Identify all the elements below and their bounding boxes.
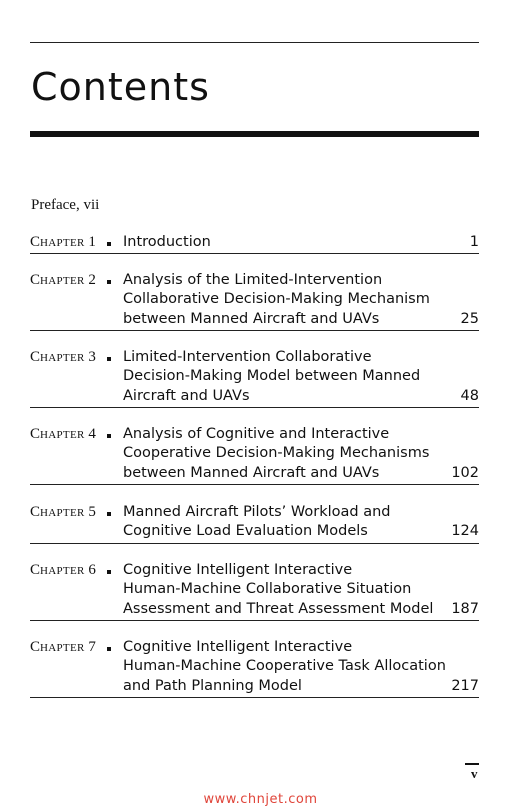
page-title: Contents	[31, 65, 210, 109]
chapter-title-line: Cognitive Load Evaluation Models	[123, 523, 368, 540]
chapter-title-line: Analysis of Cognitive and Interactive	[123, 426, 390, 442]
bullet-icon	[106, 348, 123, 407]
chapter-page-number: 102	[451, 464, 479, 481]
chapter-title	[123, 561, 448, 620]
chapter-title-line: Cooperative Decision-Making Mechanisms	[123, 445, 430, 462]
toc-entry-chapter-4[interactable]	[30, 425, 479, 485]
chapter-title-line: between Manned Aircraft and UAVs	[123, 310, 380, 327]
chapter-page-number: 187	[451, 600, 479, 617]
preface-entry[interactable]: Preface, vii	[31, 197, 100, 213]
chapter-label: CHAPTER 2	[30, 272, 96, 288]
folio-rule	[465, 763, 479, 765]
chapter-label: CHAPTER 7	[30, 639, 96, 655]
chapter-title-line: and Path Planning Model	[123, 677, 302, 694]
chapter-page-number: 25	[460, 310, 479, 327]
chapter-label: CHAPTER 1	[30, 234, 96, 250]
bullet-icon	[106, 561, 123, 620]
bullet-icon	[106, 503, 123, 543]
watermark: www.chnjet.com	[203, 792, 318, 807]
chapter-label: CHAPTER 5	[30, 504, 96, 520]
bullet-icon	[106, 271, 123, 330]
chapter-title-line: Human-Machine Cooperative Task Allocation	[123, 658, 446, 675]
top-rule	[30, 42, 479, 43]
toc-entry-chapter-2[interactable]	[30, 271, 479, 331]
chapter-title-line: Cognitive Intelligent Interactive	[123, 562, 353, 578]
chapter-title-line: Collaborative Decision-Making Mechanism	[123, 291, 430, 308]
chapter-label: CHAPTER 4	[30, 426, 96, 442]
heading-rule	[30, 131, 479, 137]
toc-entry-chapter-3[interactable]	[30, 348, 479, 408]
chapter-title-line: Cognitive Intelligent Interactive	[123, 639, 353, 655]
chapter-page-number: 1	[469, 234, 479, 250]
chapter-title	[123, 348, 448, 407]
bullet-icon	[106, 638, 123, 697]
chapter-title	[123, 638, 448, 697]
chapter-title	[123, 271, 448, 330]
chapter-title-line: between Manned Aircraft and UAVs	[123, 464, 380, 481]
chapter-title-line: Limited-Intervention Collaborative	[123, 349, 372, 365]
chapter-title	[123, 503, 448, 543]
toc-entry-chapter-1[interactable]	[30, 233, 479, 254]
chapter-title-line: Aircraft and UAVs	[123, 387, 250, 404]
chapter-title	[123, 425, 448, 484]
chapter-page-number: 217	[451, 677, 479, 694]
bullet-icon	[106, 425, 123, 484]
chapter-title-line: Manned Aircraft Pilots’ Workload and	[123, 504, 391, 520]
chapter-page-number: 48	[460, 387, 479, 404]
chapter-title-line: Decision-Making Model between Manned	[123, 368, 421, 385]
bullet-icon	[106, 233, 123, 253]
chapter-title-line: Analysis of the Limited-Intervention	[123, 272, 383, 288]
chapter-label: CHAPTER 3	[30, 349, 96, 365]
page-number: v	[471, 766, 478, 781]
chapter-title-line: Introduction	[123, 234, 211, 250]
chapter-label: CHAPTER 6	[30, 562, 96, 578]
toc-entry-chapter-5[interactable]	[30, 503, 479, 544]
chapter-title-line: Human-Machine Collaborative Situation	[123, 581, 412, 598]
chapter-title	[123, 233, 448, 253]
chapter-title-line: Assessment and Threat Assessment Model	[123, 600, 434, 617]
toc-entry-chapter-6[interactable]	[30, 561, 479, 621]
toc-entry-chapter-7[interactable]	[30, 638, 479, 698]
chapter-page-number: 124	[451, 523, 479, 540]
